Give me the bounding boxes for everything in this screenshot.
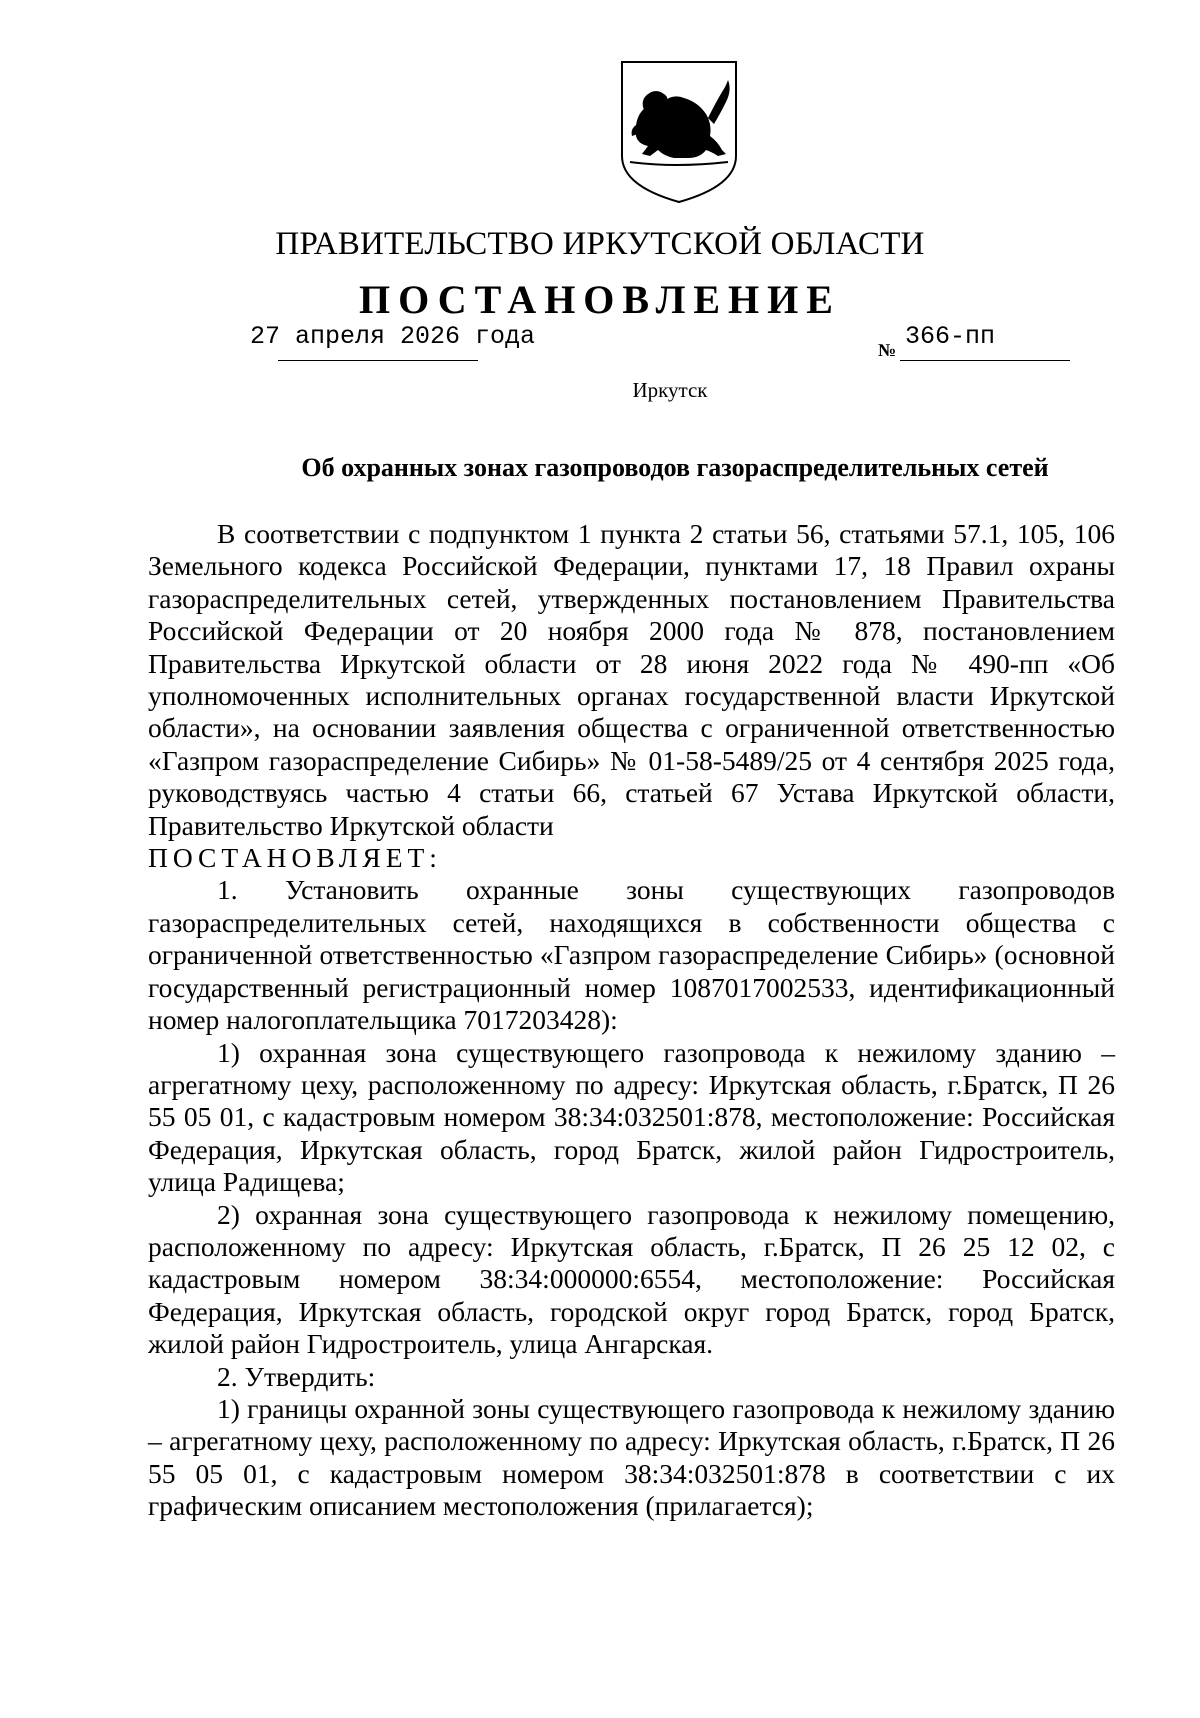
preamble-paragraph: В соответствии с подпунктом 1 пункта 2 статьи 56, статьями 57.1, 105, 106 Земельного кодекса Российской Федерации, пунктами 17, 18 Правил охраны газораспределительных сетей, утвержденных постановлением Правительства Российской Федерации от 20 ноября 2000 года № 878, постановлением Правительства Иркутской области от 28 июня 2022 года № 490-пп «Об уполномоченных исполнительных органах государственной власти Иркутской области», на основании заявления общества с ограниченной ответственностью «Газпром газораспределение Сибирь» № 01-58-5489/25 от 4 сентября 2025 года, руководствуясь частью 4 статьи 66, статьей 67 Устава Иркутской области, Правительство Иркутской области — [148, 518, 1115, 841]
city: Иркутск — [632, 378, 708, 402]
item-1: 1. Установить охранные зоны существующих газопроводов газораспределительных сетей, находящихся в собственности общества с ограниченной ответственностью «Газпром газораспределение Сибирь» (основной государственный регистрационный номер 1087017002533, идентификационный номер налогоплательщика 7017203428): — [148, 874, 1115, 1036]
item-2-1: 1) границы охранной зоны существующего газопровода к нежилому зданию – агрегатному цеху, расположенному по адресу: Иркутская область, г.Братск, П 26 55 05 01, с кадастровым номером 38:34:032501:878 в соответствии с их графическим описанием местоположения (прилагается); — [148, 1392, 1115, 1522]
government-name: ПРАВИТЕЛЬСТВО ИРКУТСКОЙ ОБЛАСТИ — [275, 226, 925, 262]
item-1-2: 2) охранная зона существующего газопровода к нежилому помещению, расположенному по адресу: Иркутская область, г.Братск, П 26 25 12 02, с кадастровым номером 38:34:000000:6554, местоположение: Российская Федерация, Иркутская область, городской округ город Братск, город Братск, жилой район Гидростроитель, улица Ангарская. — [148, 1198, 1115, 1360]
document-date: 27 апреля 2026 года — [250, 322, 536, 351]
document-title: Об охранных зонах газопроводов газораспределительных сетей — [301, 453, 1049, 482]
date-underline — [278, 360, 478, 361]
decree-word: ПОСТАНОВЛЯЕТ: — [148, 842, 442, 874]
number-sign: № — [878, 340, 897, 360]
document-number: 366-пп — [905, 322, 996, 351]
irkutsk-coat-of-arms-icon — [614, 58, 744, 206]
item-2: 2. Утвердить: — [217, 1360, 376, 1392]
document-type: ПОСТАНОВЛЕНИЕ — [359, 277, 841, 322]
number-underline — [900, 360, 1070, 361]
item-1-1: 1) охранная зона существующего газопровода к нежилому зданию – агрегатному цеху, расположенному по адресу: Иркутская область, г.Братск, П 26 55 05 01, с кадастровым номером 38:34:032501:878, местоположение: Российская Федерация, Иркутская область, город Братск, жилой район Гидростроитель, улица Радищева; — [148, 1036, 1115, 1198]
document-body — [148, 518, 1115, 1523]
